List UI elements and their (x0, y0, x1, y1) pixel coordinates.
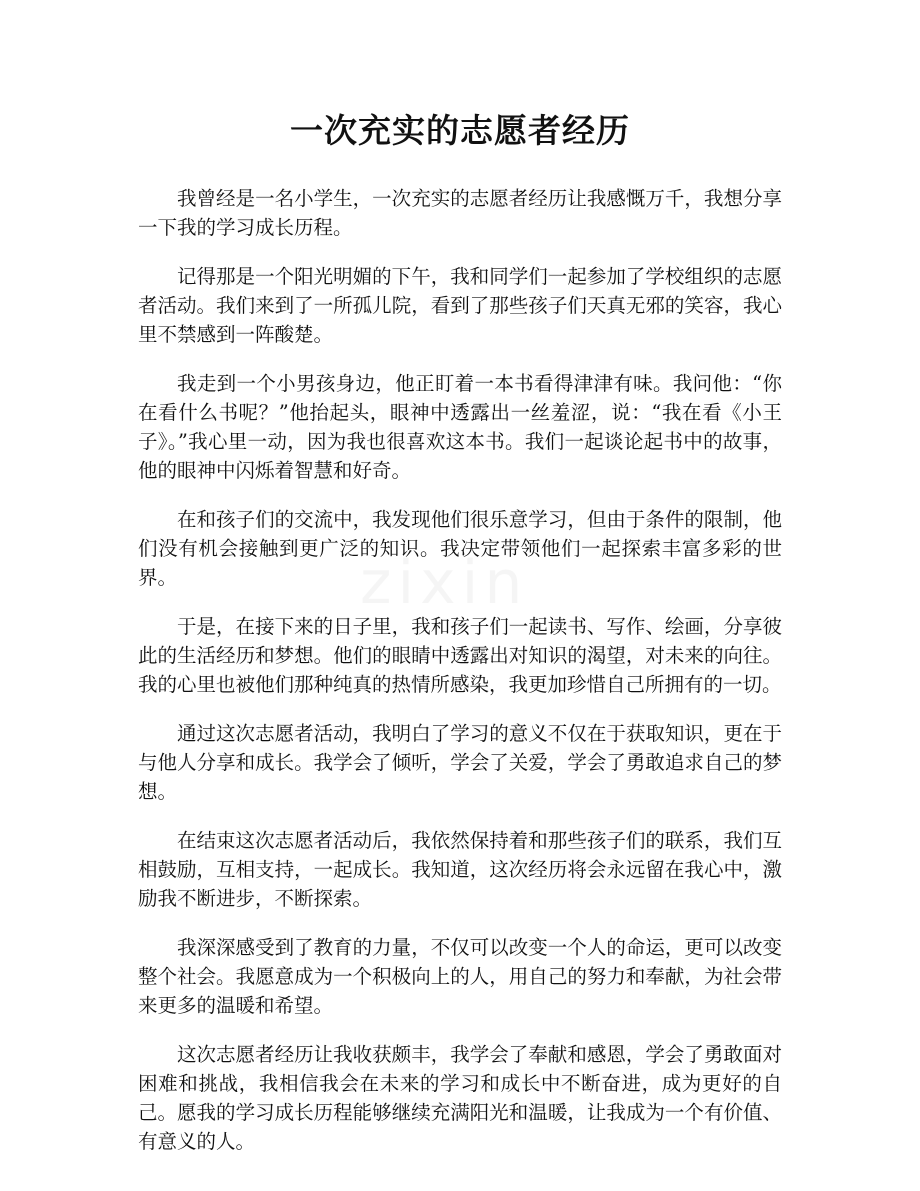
paragraph-6: 通过这次志愿者活动，我明白了学习的意义不仅在于获取知识，更在于与他人分享和成长。我学会了倾听，学会了关爱，学会了勇敢追求自己的梦想。 (138, 722, 782, 803)
paragraph-7: 在结束这次志愿者活动后，我依然保持着和那些孩子们的联系，我们互相鼓励，互相支持，一起成长。我知道，这次经历将会永远留在我心中，激励我不断进步，不断探索。 (138, 829, 782, 910)
paragraph-9: 这次志愿者经历让我收获颇丰，我学会了奉献和感恩，学会了勇敢面对困难和挑战，我相信我会在未来的学习和成长中不断奋进，成为更好的自己。愿我的学习成长历程能够继续充满阳光和温暖，让我成为一个有价值、有意义的人。 (138, 1043, 782, 1153)
paragraph-4: 在和孩子们的交流中，我发现他们很乐意学习，但由于条件的限制，他们没有机会接触到更广泛的知识。我决定带领他们一起探索丰富多彩的世界。 (138, 508, 782, 589)
paragraph-2: 记得那是一个阳光明媚的下午，我和同学们一起参加了学校组织的志愿者活动。我们来到了一所孤儿院，看到了那些孩子们天真无邪的笑容，我心里不禁感到一阵酸楚。 (138, 265, 782, 346)
page-title: 一次充实的志愿者经历 (290, 111, 630, 150)
paragraph-1: 我曾经是一名小学生，一次充实的志愿者经历让我感慨万千，我想分享一下我的学习成长历程。 (138, 187, 782, 239)
document-page (138, 108, 782, 1176)
paragraph-8: 我深深感受到了教育的力量，不仅可以改变一个人的命运，更可以改变整个社会。我愿意成为一个积极向上的人，用自己的努力和奉献，为社会带来更多的温暖和希望。 (138, 936, 782, 1017)
paragraph-3: 我走到一个小男孩身边，他正盯着一本书看得津津有味。我问他：“你在看什么书呢？”他抬起头，眼神中透露出一丝羞涩，说：“我在看《小王子》。”我心里一动，因为我也很喜欢这本书。我们一起谈论起书中的故事，他的眼神中闪烁着智慧和好奇。 (138, 372, 782, 482)
paragraph-5: 于是，在接下来的日子里，我和孩子们一起读书、写作、绘画，分享彼此的生活经历和梦想。他们的眼睛中透露出对知识的渴望，对未来的向往。我的心里也被他们那种纯真的热情所感染，我更加珍惜自己所拥有的一切。 (138, 615, 782, 696)
